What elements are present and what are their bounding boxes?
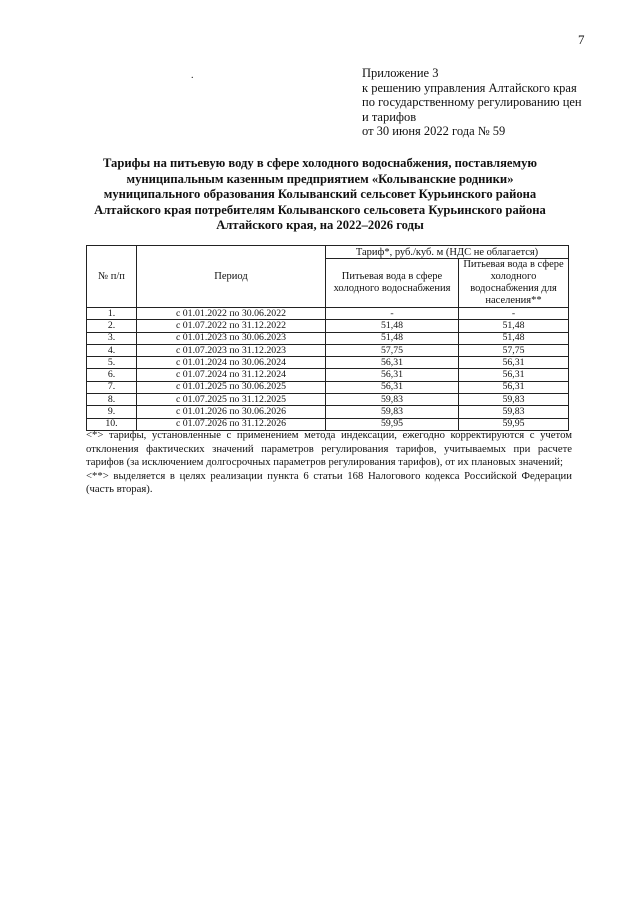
footnote-indexation: <*> тарифы, установленные с применением метода индексации, ежегодно корректируются с учетом отклонения фактических значений параметров регулирования тарифов, учитываемых при расчете тарифов (за исключением долгосрочных параметров регулирования тарифов), от их плановых значений; <box>86 429 572 468</box>
row-population-tariff: 59,83 <box>459 406 569 418</box>
row-number: 3. <box>87 332 137 344</box>
table-row <box>87 406 569 418</box>
title-line: Алтайского края, на 2022–2026 годы <box>216 218 424 233</box>
appendix-block <box>362 66 582 139</box>
table-row <box>87 381 569 393</box>
table-row <box>87 344 569 356</box>
header-period: Период <box>137 246 326 308</box>
header-tariff: Тариф*, руб./куб. м (НДС не облагается) <box>326 246 569 259</box>
row-water-tariff: 59,83 <box>326 406 459 418</box>
row-population-tariff: 56,31 <box>459 357 569 369</box>
row-number: 1. <box>87 308 137 320</box>
appendix-line: и тарифов <box>362 109 417 124</box>
tariff-table <box>86 245 569 431</box>
row-water-tariff: 56,31 <box>326 369 459 381</box>
row-population-tariff: 56,31 <box>459 381 569 393</box>
row-water-tariff: 51,48 <box>326 332 459 344</box>
row-period: с 01.07.2022 по 31.12.2022 <box>137 320 326 332</box>
row-number: 9. <box>87 406 137 418</box>
row-population-tariff: 59,83 <box>459 394 569 406</box>
row-period: с 01.01.2024 по 30.06.2024 <box>137 357 326 369</box>
title-line: муниципальным казенным предприятием «Колыванские родники» <box>126 171 514 186</box>
footnote-vat: <**> выделяется в целях реализации пункта 6 статьи 168 Налогового кодекса Российской Федерации (часть вторая). <box>86 469 572 495</box>
row-period: с 01.07.2023 по 31.12.2023 <box>137 344 326 356</box>
row-water-tariff: 56,31 <box>326 381 459 393</box>
table-row <box>87 357 569 369</box>
stray-mark: . <box>191 70 194 81</box>
row-water-tariff: 56,31 <box>326 357 459 369</box>
appendix-line: по государственному регулированию цен <box>362 95 582 109</box>
table-row <box>87 332 569 344</box>
header-water: Питьевая вода в сфере холодного водоснабжения <box>326 259 459 308</box>
row-period: с 01.07.2025 по 31.12.2025 <box>137 394 326 406</box>
row-population-tariff: - <box>459 308 569 320</box>
row-water-tariff: - <box>326 308 459 320</box>
title-line: муниципального образования Колыванский сельсовет Курьинского района <box>103 187 537 202</box>
table-row <box>87 394 569 406</box>
row-population-tariff: 56,31 <box>459 369 569 381</box>
header-population: Питьевая вода в сфере холодного водоснабжения для населения** <box>459 259 569 308</box>
row-period: с 01.01.2023 по 30.06.2023 <box>137 332 326 344</box>
footnotes <box>86 429 572 497</box>
row-water-tariff: 59,95 <box>326 418 459 430</box>
row-population-tariff: 57,75 <box>459 344 569 356</box>
row-water-tariff: 57,75 <box>326 344 459 356</box>
title-line: Алтайского края потребителям Колыванского сельсовета Курьинского района <box>94 202 546 217</box>
row-number: 4. <box>87 344 137 356</box>
row-period: с 01.01.2025 по 30.06.2025 <box>137 381 326 393</box>
row-period: с 01.07.2026 по 31.12.2026 <box>137 418 326 430</box>
row-number: 8. <box>87 394 137 406</box>
table-row <box>87 308 569 320</box>
table-row <box>87 369 569 381</box>
row-number: 6. <box>87 369 137 381</box>
row-period: с 01.01.2022 по 30.06.2022 <box>137 308 326 320</box>
row-number: 10. <box>87 418 137 430</box>
row-water-tariff: 59,83 <box>326 394 459 406</box>
row-period: с 01.01.2026 по 30.06.2026 <box>137 406 326 418</box>
appendix-line: к решению управления Алтайского края <box>362 80 577 95</box>
appendix-line: Приложение 3 <box>362 66 439 80</box>
row-population-tariff: 51,48 <box>459 332 569 344</box>
row-period: с 01.07.2024 по 31.12.2024 <box>137 369 326 381</box>
table-row <box>87 320 569 332</box>
document-title <box>60 156 580 234</box>
row-water-tariff: 51,48 <box>326 320 459 332</box>
row-number: 5. <box>87 357 137 369</box>
page-number: 7 <box>578 32 585 47</box>
row-population-tariff: 51,48 <box>459 320 569 332</box>
title-line: Тарифы на питьевую воду в сфере холодного водоснабжения, поставляемую <box>102 156 538 170</box>
appendix-line: от 30 июня 2022 года № 59 <box>362 124 506 138</box>
header-number: № п/п <box>87 246 137 308</box>
row-number: 7. <box>87 381 137 393</box>
tariff-table-body <box>87 308 569 431</box>
row-population-tariff: 59,95 <box>459 418 569 430</box>
row-number: 2. <box>87 320 137 332</box>
